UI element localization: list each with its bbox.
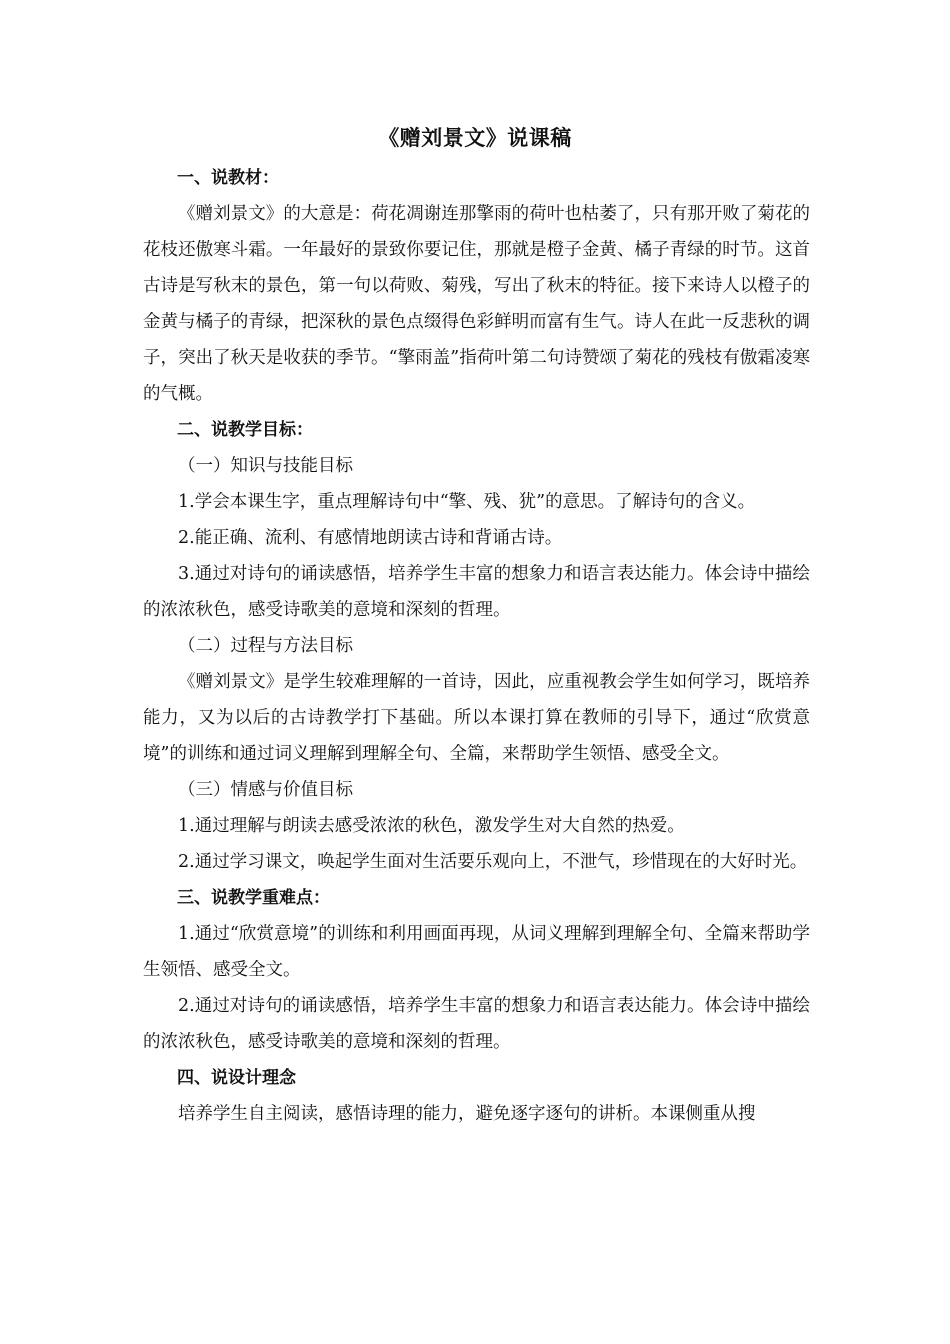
paragraph: 培养学生自主阅读，感悟诗理的能力，避免逐字逐句的讲析。本课侧重从搜	[178, 1104, 756, 1124]
section-heading-3: 三、说教学重难点：	[177, 888, 330, 908]
subheading-knowledge-skills: （一）知识与技能目标	[178, 456, 353, 476]
paragraph: 2.通过学习课文，唤起学生面对生活要乐观向上，不泄气，珍惜现在的大好时光。	[178, 852, 808, 872]
paragraph: 1.通过“欣赏意境”的训练和利用画面再现，从词义理解到理解全句、全篇来帮助学生领悟、感受全文。	[143, 924, 810, 980]
subheading-emotion-values: （三）情感与价值目标	[178, 780, 353, 800]
paragraph: 1.学会本课生字，重点理解诗句中“擎、残、犹”的意思。了解诗句的含义。	[178, 492, 756, 512]
paragraph: 2.能正确、流利、有感情地朗读古诗和背诵古诗。	[178, 528, 563, 548]
paragraph: 《赠刘景文》的大意是：荷花凋谢连那擎雨的荷叶也枯萎了，只有那开败了菊花的花枝还傲寒斗霜。一年最好的景致你要记住，那就是橙子金黄、橘子青绿的时节。这首古诗是写秋末的景色，第一句以荷败、菊残，写出了秋末的特征。接下来诗人以橙子的金黄与橘子的青绿，把深秋的景色点缀得色彩鲜明而富有生气。诗人在此一反悲秋的调子，突出了秋天是收获的季节。“擎雨盖”指荷叶第二句诗赞颂了菊花的残枝有傲霜凌寒的气概。	[143, 204, 810, 404]
document-body	[143, 160, 810, 1132]
paragraph: 《赠刘景文》是学生较难理解的一首诗，因此，应重视教会学生如何学习，既培养能力，又为以后的古诗教学打下基础。所以本课打算在教师的引导下，通过“欣赏意境”的训练和通过词义理解到理解全句、全篇，来帮助学生领悟、感受全文。	[143, 672, 810, 764]
section-heading-4: 四、说设计理念	[177, 1068, 296, 1088]
section-heading-1: 一、说教材：	[177, 168, 279, 188]
paragraph: 2.通过对诗句的诵读感悟，培养学生丰富的想象力和语言表达能力。体会诗中描绘的浓浓秋色，感受诗歌美的意境和深刻的哲理。	[143, 996, 810, 1052]
document-title: 《赠刘景文》说课稿	[378, 126, 572, 150]
subheading-process-methods: （二）过程与方法目标	[178, 636, 353, 656]
section-heading-2: 二、说教学目标：	[177, 420, 313, 440]
paragraph: 3.通过对诗句的诵读感悟，培养学生丰富的想象力和语言表达能力。体会诗中描绘的浓浓秋色，感受诗歌美的意境和深刻的哲理。	[143, 564, 810, 620]
paragraph: 1.通过理解与朗读去感受浓浓的秋色，激发学生对大自然的热爱。	[178, 816, 685, 836]
